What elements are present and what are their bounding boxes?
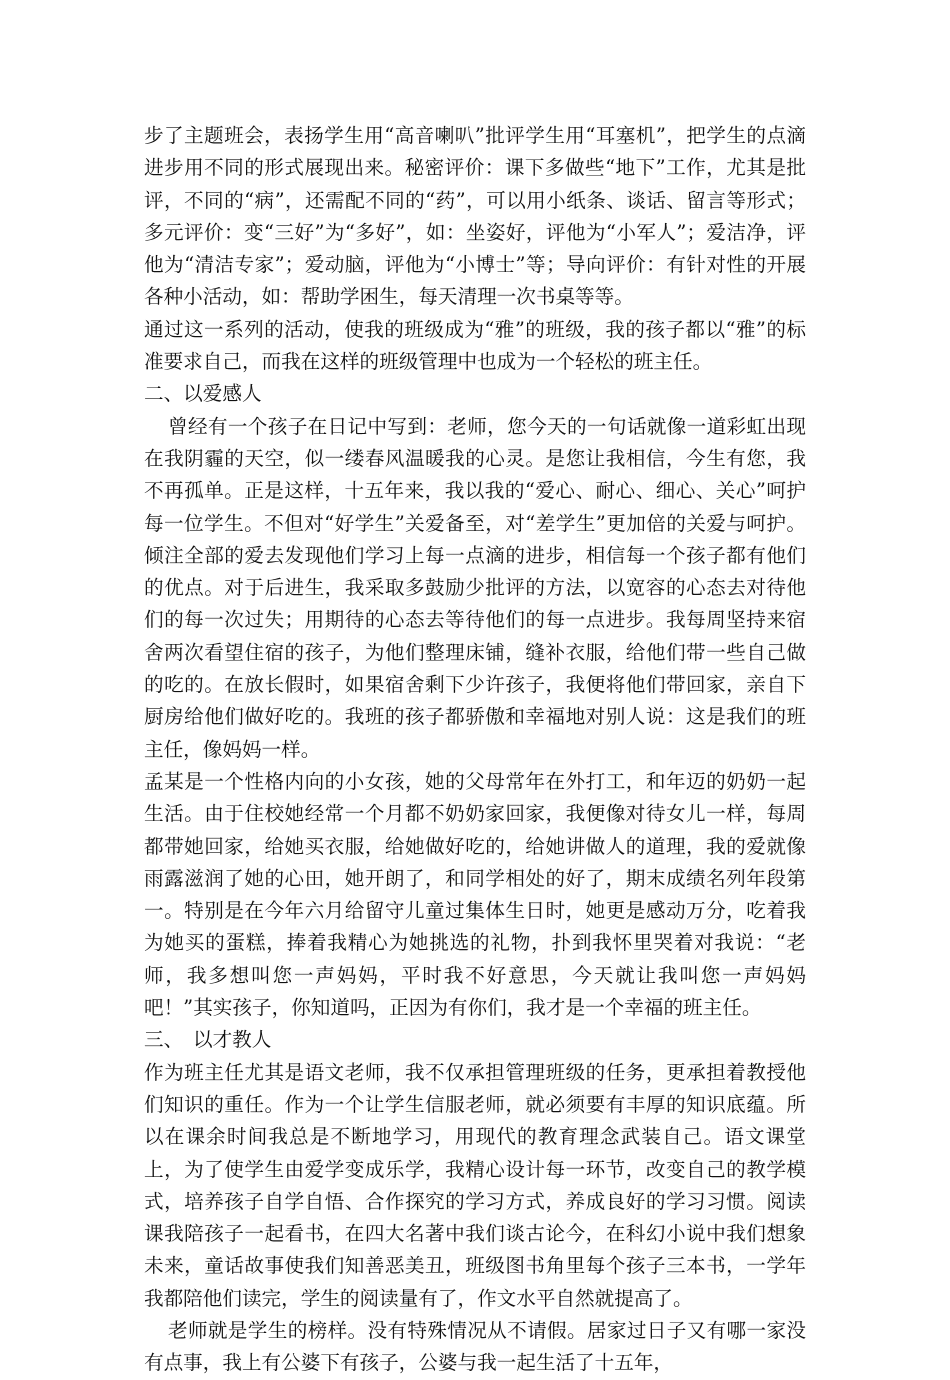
section-heading-love: 二、以爱感人 bbox=[144, 382, 262, 406]
paragraph-elegant-class: 通过这一系列的活动，使我的班级成为“雅”的班级，我的孩子都以“雅”的标准要求自己，而我在这样的班级管理中也成为一个轻松的班主任。 bbox=[144, 317, 806, 374]
paragraph-role-model: 老师就是学生的榜样。没有特殊情况从不请假。居家过日子又有哪一家没有点事，我上有公婆下有孩子，公婆与我一起生活了十五年， bbox=[144, 1318, 806, 1375]
paragraph-diary-love: 曾经有一个孩子在日记中写到：老师，您今天的一句话就像一道彩虹出现在我阴霾的天空，似一缕春风温暖我的心灵。是您让我相信，今生有您，我不再孤单。正是这样，十五年来，我以我的“爱心、耐心、细心、关心”呵护每一位学生。不但对“好学生”关爱备至，对“差学生”更加倍的关爱与呵护。倾注全部的爱去发现他们学习上每一点滴的进步，相信每一个孩子都有他们的优点。对于后进生，我采取多鼓励少批评的方法，以宽容的心态去对待他们的每一次过失；用期待的心态去等待他们的每一点进步。我每周坚持来宿舍两次看望住宿的孩子，为他们整理床铺，缝补衣服，给他们带一些自己做的吃的。在放长假时，如果宿舍剩下少许孩子，我便将他们带回家，亲自下厨房给他们做好吃的。我班的孩子都骄傲和幸福地对别人说：这是我们的班主任，像妈妈一样。 bbox=[144, 414, 806, 761]
paragraph-meng-story: 孟某是一个性格内向的小女孩，她的父母常年在外打工，和年迈的奶奶一起生活。由于住校她经常一个月都不奶奶家回家，我便像对待女儿一样，每周都带她回家，给她买衣服，给她做好吃的，给她讲做人的道理，我的爱就像雨露滋润了她的心田，她开朗了，和同学相处的好了，期末成绩名列年段第一。特别是在今年六月给留守儿童过集体生日时，她更是感动万分，吃着我为她买的蛋糕，捧着我精心为她挑选的礼物，扑到我怀里哭着对我说：“老师，我多想叫您一声妈妈，平时我不好意思，今天就让我叫您一声妈妈吧！”其实孩子，你知道吗，正因为有你们，我才是一个幸福的班主任。 bbox=[144, 769, 806, 1020]
section-heading-talent: 三、 以才教人 bbox=[144, 1028, 272, 1052]
paragraph-evaluation-methods: 步了主题班会，表扬学生用“高音喇叭”批评学生用“耳塞机”，把学生的点滴进步用不同的形式展现出来。秘密评价：课下多做些“地下”工作，尤其是批评，不同的“病”，还需配不同的“药”，可以用小纸条、谈话、留言等形式；多元评价：变“三好”为“多好”，如：坐姿好，评他为“小军人”；爱洁净，评他为“清洁专家”；爱动脑，评他为“小博士”等；导向评价：有针对性的开展各种小活动，如：帮助学困生，每天清理一次书桌等等。 bbox=[144, 124, 806, 309]
paragraph-teaching: 作为班主任尤其是语文老师，我不仅承担管理班级的任务，更承担着教授他们知识的重任。作为一个让学生信服老师，就必须要有丰厚的知识底蕴。所以在课余时间我总是不断地学习，用现代的教育理念武装自己。语文课堂上，为了使学生由爱学变成乐学，我精心设计每一环节，改变自己的教学模式，培养孩子自学自悟、合作探究的学习方式，养成良好的学习习惯。阅读课我陪孩子一起看书，在四大名著中我们谈古论今，在科幻小说中我们想象未来，童话故事使我们知善恶美丑，班级图书角里每个孩子三本书，一学年我都陪他们读完，学生的阅读量有了，作文水平自然就提高了。 bbox=[144, 1060, 806, 1310]
document-body bbox=[144, 120, 806, 1380]
